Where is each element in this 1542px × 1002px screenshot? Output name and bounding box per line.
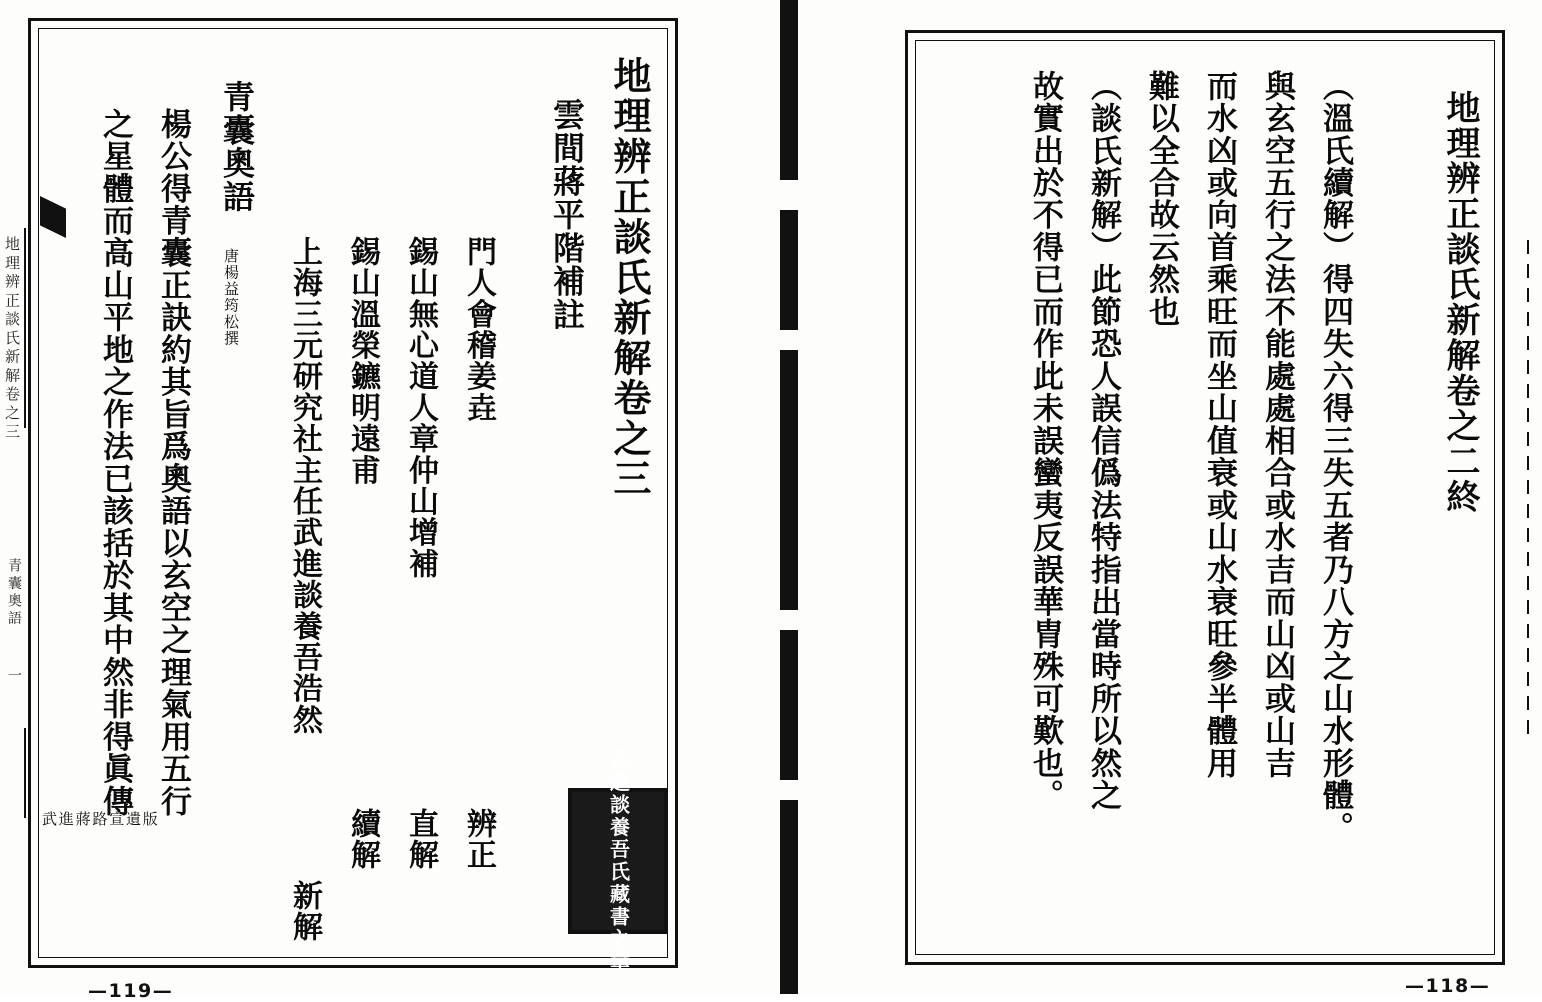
volume-end-title: 地理辨正談氏新解卷之二終 — [1440, 90, 1480, 515]
contributor-1-column — [403, 236, 438, 580]
margin-running-title: 地理辨正談氏新解卷之三 — [3, 236, 21, 443]
right-body-line-1: （溫氏續解）得四失六得三失五者乃八方之山水形體。 — [1317, 70, 1353, 844]
body-column-1 — [155, 108, 191, 818]
right-body-column-4 — [1143, 70, 1179, 328]
contributor-1-line: 錫山無心道人章仲山增補 — [403, 236, 438, 580]
body-line-2: 之星體而高山平地之作法已該括於其中然非得眞傳 — [97, 108, 133, 818]
right-body-line-3: 而水凶或向首乘旺而坐山值衰或山水衰旺參半體用 — [1201, 70, 1237, 780]
right-body-column-6 — [1027, 70, 1063, 812]
contributor-1-role: 直解 — [403, 808, 438, 871]
right-body-line-4: 難以全合故云然也 — [1143, 70, 1179, 328]
contributor-3-role: 新解 — [287, 880, 322, 943]
volume-end-column — [1440, 90, 1480, 515]
right-body-column-2 — [1259, 70, 1295, 780]
page-title-column — [607, 56, 652, 500]
right-page-margin-strip — [1517, 240, 1542, 760]
margin-page-label: 一 — [6, 668, 22, 686]
right-body-column-3 — [1201, 70, 1237, 780]
right-body-column-1 — [1317, 70, 1353, 844]
page-title: 地理辨正談氏新解卷之三 — [607, 56, 652, 500]
right-body-column-5 — [1085, 70, 1121, 812]
right-body-line-5: （談氏新解）此節恐人誤信僞法特指出當時所以然之 — [1085, 70, 1121, 812]
left-page — [3, 18, 678, 1002]
contributor-3-role-column — [287, 880, 322, 943]
contributor-2-line: 錫山溫榮鑣明遠甫 — [345, 236, 380, 486]
annotator-line: 雲間蔣平階補註 — [548, 98, 586, 331]
disciple-line: 門人會稽姜垚 — [461, 236, 496, 424]
disciple-role: 辨正 — [461, 808, 496, 871]
left-page-number: —119— — [88, 980, 174, 1002]
contributor-2-role-column — [345, 808, 380, 871]
body-line-1: 楊公得青囊正訣約其旨爲奧語以玄空之理氣用五行 — [155, 108, 191, 818]
collector-seal — [568, 749, 668, 973]
contributor-2-role: 續解 — [345, 808, 380, 871]
right-page-number: —118— — [1405, 975, 1491, 997]
right-page — [905, 30, 1505, 997]
disciple-column — [461, 236, 496, 424]
contributor-2-column — [345, 236, 380, 486]
margin-dash-rule — [1527, 240, 1529, 740]
book-spine-gutter — [778, 0, 804, 994]
right-body-line-2: 與玄空五行之法不能處處相合或水吉而山凶或山吉 — [1259, 70, 1295, 780]
contributor-3-column — [287, 236, 322, 736]
margin-rule-bottom — [24, 728, 26, 818]
right-body-line-6: 故實出於不得已而作此未誤蠻夷反誤華胄殊可歎也。 — [1027, 70, 1063, 812]
section-byline-column — [223, 248, 238, 347]
contributor-1-role-column — [403, 808, 438, 871]
annotator-column — [548, 98, 586, 331]
disciple-role-column — [461, 808, 496, 871]
publisher-imprint: 武進蔣路宣遺版 — [42, 810, 160, 828]
margin-rule-top — [24, 228, 26, 428]
margin-section-label: 青囊奧語 — [6, 558, 22, 628]
left-page-margin-strip — [2, 228, 28, 788]
section-title-column — [218, 80, 256, 214]
section-title: 青囊奧語 — [218, 80, 256, 214]
section-byline: 唐楊益筠松撰 — [222, 248, 240, 347]
seal-text: 武進談養吾氏藏書之章 — [606, 749, 631, 973]
body-column-2 — [97, 108, 133, 818]
contributor-3-line: 上海三元研究社主任武進談養吾浩然 — [287, 236, 322, 736]
